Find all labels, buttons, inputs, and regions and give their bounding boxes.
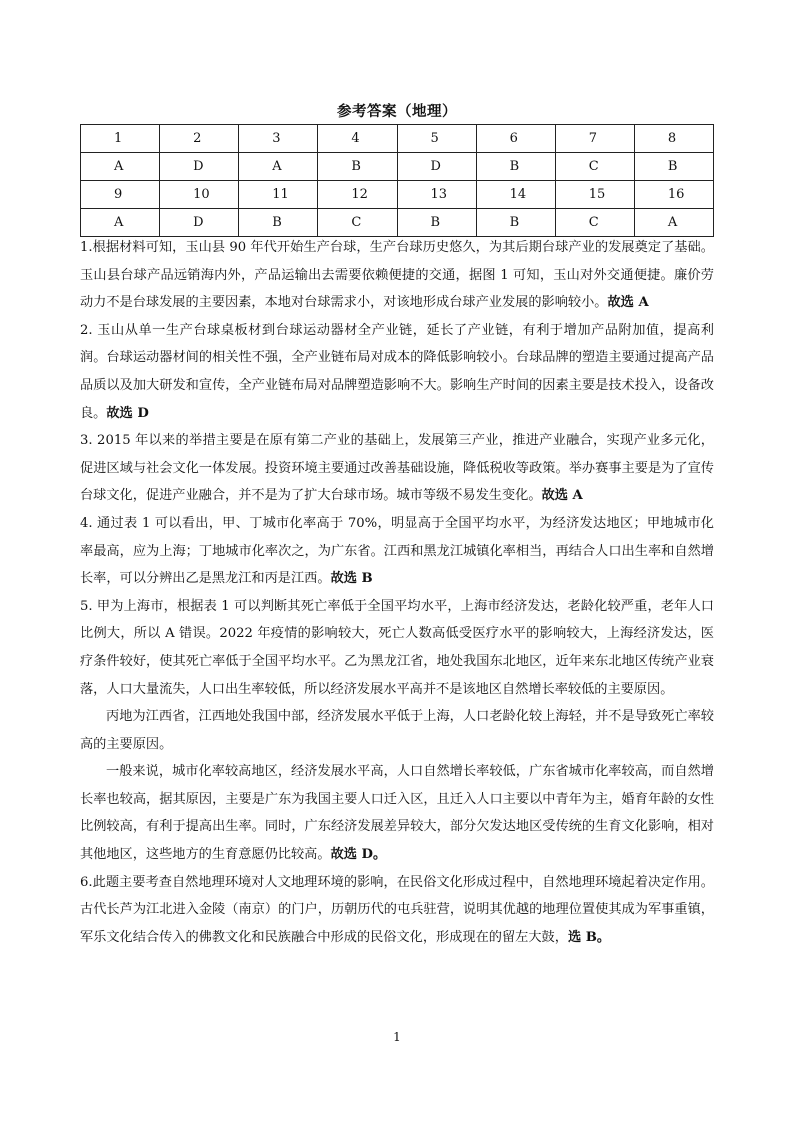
answer-table-row <box>81 153 714 181</box>
answer-explanations <box>80 234 714 951</box>
answer-table-cell: B <box>634 153 713 181</box>
page-number: 1 <box>393 1030 401 1044</box>
explanation-paragraph <box>80 703 714 758</box>
explanation-paragraph <box>80 593 714 703</box>
explanation-paragraph <box>80 427 714 510</box>
answer-table-cell: 7 <box>555 125 634 153</box>
answer-table-row <box>81 125 714 153</box>
answer-table-cell: 4 <box>318 125 397 153</box>
answer-table-cell: A <box>239 153 318 181</box>
answer-table-cell: 3 <box>239 125 318 153</box>
answer-table-cell: 2 <box>160 125 239 153</box>
explanation-text: 一般来说，城市化率较高地区，经济发展水平高，人口自然增长率较低，广东省城市化率较高，而自然增长率也较高，据其原因，主要是广东为我国主要人口迁入区，且迁入人口主要以中青年为主，婚育年龄的女性比例较高，有利于提高出生率。同时，广东经济发展差异较大，部分欠发达地区受传统的生育文化影响，相对其他地区，这些地方的生育意愿仍比较高。 <box>80 764 714 863</box>
answer-table-cell: 9 <box>81 181 160 209</box>
page-title: 参考答案（地理） <box>337 103 457 120</box>
answer-table-cell: D <box>160 153 239 181</box>
explanation-paragraph <box>80 758 714 868</box>
explanation-text: 丙地为江西省，江西地处我国中部，经济发展水平低于上海，人口老龄化较上海轻，并不是导致死亡率较高的主要原因。 <box>80 709 714 752</box>
explanation-text: 4. 通过表 1 可以看出，甲、丁城市化率高于 70%，明显高于全国平均水平，为经济发达地区；甲地城市化率最高，应为上海；丁地城市化率次之，为广东省。江西和黑龙江城镇化率相当，再结合人口出生率和自然增长率，可以分辨出乙是黑龙江和丙是江西。 <box>80 515 714 587</box>
explanation-text: 5. 甲为上海市，根据表 1 可以判断其死亡率低于全国平均水平，上海市经济发达，老龄化较严重，老年人口比例大，所以 A 错误。2022 年疫情的影响较大，死亡人数高低受医疗水平的影响较大，上海经济发达，医疗条件较好，使其死亡率低于全国平均水平。乙为黑龙江省，地处我国东北地区，近年来东北地区传统产业衰落，人口大量流失，人口出生率较低，所以经济发展水平高并不是该地区自然增长率较低的主要原因。 <box>80 598 714 697</box>
explanation-paragraph <box>80 234 714 317</box>
answer-table-cell: 5 <box>397 125 476 153</box>
answer-table-cell: 11 <box>239 181 318 209</box>
answer-table-row <box>81 209 714 237</box>
answer-key: 故选 A <box>607 295 649 311</box>
answer-table-cell: B <box>318 153 397 181</box>
explanation-text: 6.此题主要考查自然地理环境对人文地理环境的影响，在民俗文化形成过程中，自然地理环境起着决定作用。古代长芦为江北进入金陵（南京）的门户，历朝历代的屯兵驻营，说明其优越的地理位置使其成为军事重镇，军乐文化结合传入的佛教文化和民族融合中形成的民俗文化，形成现在的留左大鼓， <box>80 874 714 945</box>
answer-table <box>80 124 714 237</box>
answer-table-cell: C <box>318 209 397 237</box>
answer-table-row <box>81 181 714 209</box>
answer-table-cell: B <box>239 209 318 237</box>
answer-table-cell: 13 <box>397 181 476 209</box>
answer-table-cell: 1 <box>81 125 160 153</box>
answer-table-cell: C <box>555 209 634 237</box>
explanation-paragraph <box>80 317 714 427</box>
answer-table-cell: 10 <box>160 181 239 209</box>
explanation-paragraph <box>80 869 714 952</box>
answer-key: 选 B。 <box>567 929 611 945</box>
answer-table-cell: A <box>634 209 713 237</box>
answer-table-cell: B <box>476 209 555 237</box>
answer-key: 故选 D。 <box>330 847 387 863</box>
answer-table-cell: A <box>81 153 160 181</box>
answer-table-cell: 15 <box>555 181 634 209</box>
answer-key: 故选 D <box>106 405 149 421</box>
answer-table-cell: D <box>160 209 239 237</box>
explanation-paragraph <box>80 510 714 593</box>
answer-table-cell: D <box>397 153 476 181</box>
answer-table-cell: 16 <box>634 181 713 209</box>
answer-table-cell: 14 <box>476 181 555 209</box>
answer-key: 故选 A <box>541 488 583 504</box>
answer-table-cell: C <box>555 153 634 181</box>
answer-table-cell: 12 <box>318 181 397 209</box>
answer-table-cell: B <box>397 209 476 237</box>
answer-key: 故选 B <box>330 571 373 587</box>
answer-table-cell: 8 <box>634 125 713 153</box>
explanation-text: 2. 玉山从单一生产台球桌板材到台球运动器材全产业链，延长了产业链，有利于增加产品附加值，提高利润。台球运动器材间的相关性不强，全产业链布局对成本的降低影响较小。台球品牌的塑造主要通过提高产品品质以及加大研发和宣传，全产业链布局对品牌塑造影响不大。影响生产时间的因素主要是技术投入，设备改良。 <box>80 322 714 421</box>
explanation-text: 3. 2015 年以来的举措主要是在原有第二产业的基础上，发展第三产业，推进产业融合，实现产业多元化，促进区域与社会文化一体发展。投资环境主要通过改善基础设施，降低税收等政策。举办赛事主要是为了宣传台球文化，促进产业融合，并不是为了扩大台球市场。城市等级不易发生变化。 <box>80 433 714 504</box>
answer-table-cell: A <box>81 209 160 237</box>
answer-table-cell: 6 <box>476 125 555 153</box>
explanation-text: 1.根据材料可知，玉山县 90 年代开始生产台球，生产台球历史悠久，为其后期台球产业的发展奠定了基础。玉山县台球产品远销海内外，产品运输出去需要依赖便捷的交通，据图 1 可知，玉山对外交通便捷。廉价劳动力不是台球发展的主要因素，本地对台球需求小，对该地形成台球产业发展的影响较小。 <box>80 240 714 311</box>
answer-table-cell: B <box>476 153 555 181</box>
